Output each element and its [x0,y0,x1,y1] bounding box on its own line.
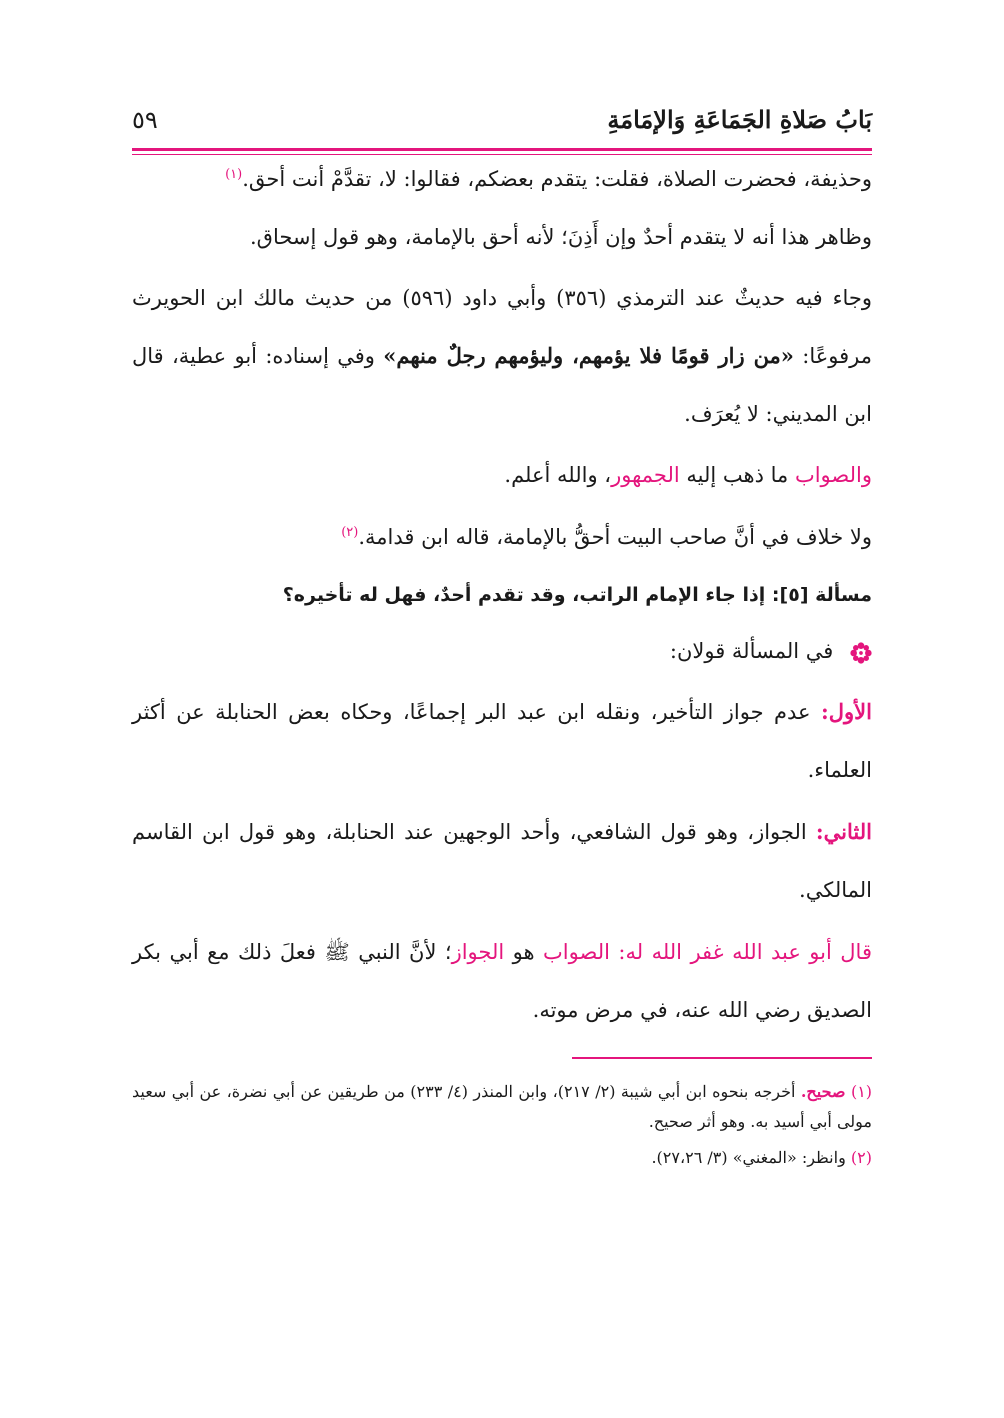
jumhur-label: الجمهور [611,463,680,487]
paragraph-4-mid: ما ذهب إليه [686,463,789,487]
footnote-separator [572,1057,872,1059]
paragraph-5-text: ولا خلاف في أنَّ صاحب البيت أحقُّ بالإمامة، قاله ابن قدامة. [358,525,872,549]
footnote-ref-1[interactable]: (١) [225,167,243,182]
second-opinion [132,803,872,919]
footnote-1-grade: صحيح. [800,1082,846,1101]
conclusion-sawab: الصواب [543,940,610,964]
second-text: الجواز، وهو قول الشافعي، وأحد الوجهين عند الحنابلة، وهو قول ابن القاسم المالكي. [132,820,872,902]
main-text [132,161,872,1173]
conclusion-jawaz: الجواز [451,940,505,964]
header-rule-thick [132,148,872,151]
sawab-label: والصواب [794,463,872,487]
paragraph-1-text: وحذيفة، فحضرت الصلاة، فقلت: يتقدم بعضكم، فقالوا: لا، تقدَّمْ أنت أحق. [242,167,872,191]
flower-icon [850,642,872,664]
author-statement: قال أبو عبد الله غفر الله له: [618,940,872,964]
paragraph-1 [132,161,872,193]
paragraph-3 [132,269,872,443]
first-opinion [132,683,872,799]
footnote-1-text: أخرجه بنحوه ابن أبي شيبة (٢/ ٢١٧)، وابن المنذر (٤/ ٢٣٣) من طريقين عن أبي نضرة، عن أبي سعيد مولى أبي أسيد به. وهو أثر صحيح. [132,1082,872,1131]
second-label: الثاني: [815,819,872,844]
paragraph-2 [132,223,872,251]
paragraph-4-end: ، والله أعلم. [504,463,612,487]
conclusion-huwa: هو [512,940,535,964]
header-rule-thin [132,154,872,155]
page-number: ٥٩ [132,106,158,134]
hadith-quote: «من زار قومًا فلا يؤمهم، وليؤمهم رجلٌ منهم» [383,343,794,368]
paragraph-5 [132,519,872,551]
paragraph-3-post: وفي إسناده: أبو عطية، قال ابن المديني: لا يُعرَف. [132,344,872,426]
footnote-1-number: (١) [850,1082,873,1101]
footnote-2-number: (٢) [850,1148,872,1167]
page-header [132,100,872,144]
paragraph-2-text: وظاهر هذا أنه لا يتقدم أحدٌ وإن أَذِنَ؛ لأنه أحق بالإمامة، وهو قول إسحاق. [249,225,872,249]
footnote-2-text: وانظر: «المغني» (٣/ ٢٧،٢٦). [651,1148,846,1167]
paragraph-3-pre: وجاء فيه حديثٌ عند الترمذي (٣٥٦) وأبي داود (٥٩٦) من حديث مالك ابن الحويرث مرفوعًا: [132,286,872,368]
conclusion [132,923,872,1039]
first-text: عدم جواز التأخير، ونقله ابن عبد البر إجماعًا، وحكاه بعض الحنابلة عن أكثر العلماء. [132,700,872,782]
footnote-2 [132,1143,872,1173]
conclusion-rest: ؛ لأنَّ النبي ﷺ فعلَ ذلك مع أبي بكر الصديق رضي الله عنه، في مرض موته. [132,940,872,1022]
footnotes [132,1077,872,1173]
masala-question: إذا جاء الإمام الراتب، وقد تقدم أحدٌ، فهل له تأخيره؟ [282,584,766,606]
footnote-ref-2[interactable]: (٢) [341,525,359,540]
first-label: الأول: [821,699,872,724]
paragraph-4 [132,461,872,489]
qawlan-text: في المسألة قولان: [669,639,834,663]
chapter-title: بَابُ صَلاةِ الجَمَاعَةِ وَالإمَامَةِ [607,105,872,134]
masala-heading [132,581,872,609]
page [132,100,872,1173]
footnote-1 [132,1077,872,1137]
qawlan-line [132,637,872,665]
masala-label: مسألة [٥]: [771,584,872,606]
